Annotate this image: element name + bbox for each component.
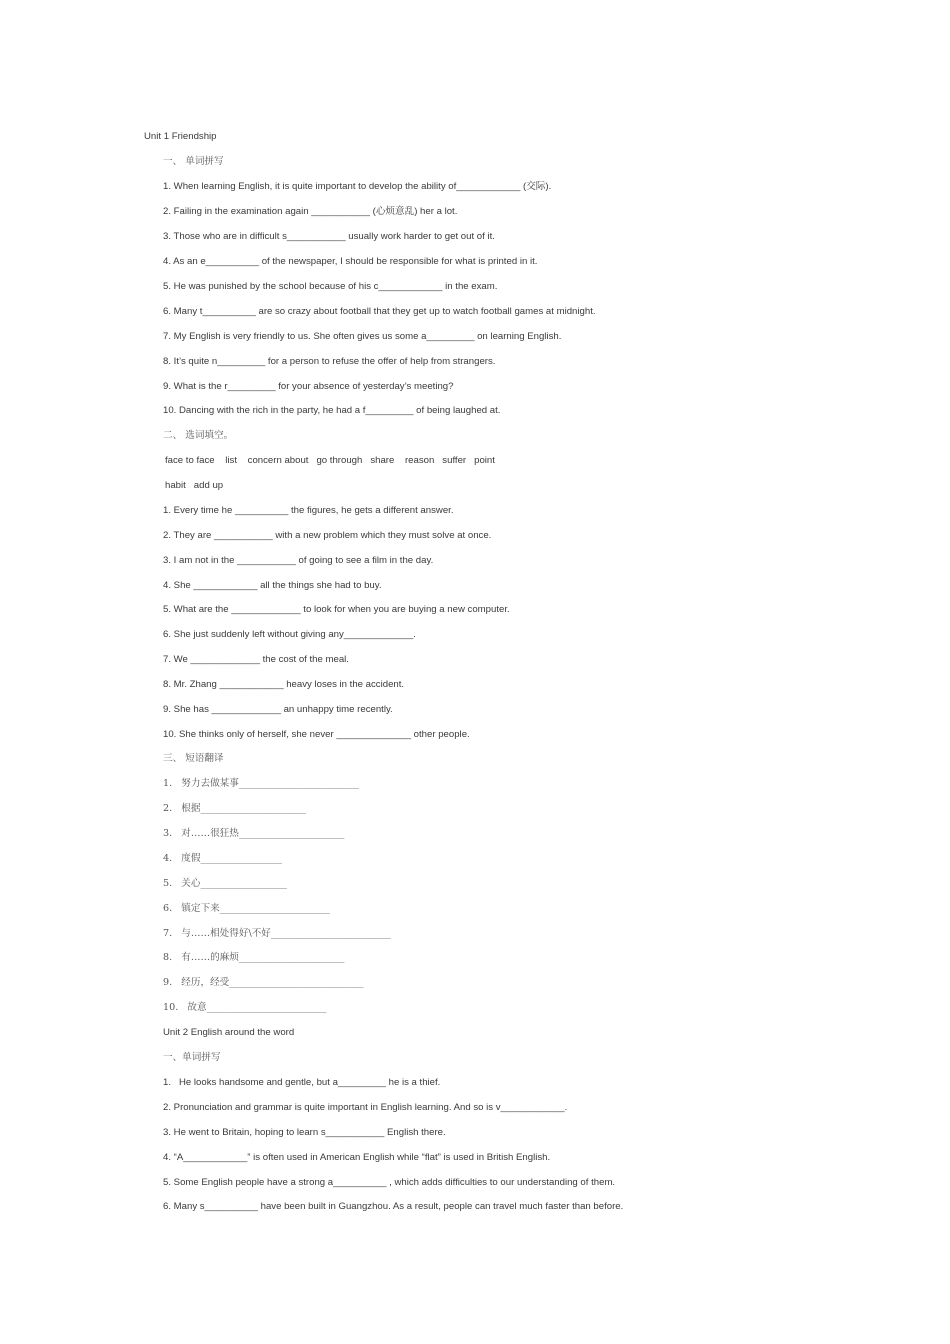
exercise-item: 3. He went to Britain, hoping to learn s___________ English there. [163, 1127, 446, 1138]
exercise-item: 1. Every time he __________ the figures, he gets a different answer. [163, 505, 454, 516]
exercise-item: 2. Pronunciation and grammar is quite important in English learning. And so is v____________. [163, 1102, 568, 1113]
exercise-item: 7. My English is very friendly to us. She often gives us some a_________ on learning English. [163, 331, 562, 342]
exercise-item: 5. Some English people have a strong a__________ , which adds difficulties to our understanding of them. [163, 1177, 616, 1188]
exercise-item: 10. 故意_________________________ [163, 1002, 327, 1013]
exercise-item: 3. 对……很狂热______________________ [163, 828, 345, 839]
word-bank: face to face list concern about go through share reason suffer point [165, 455, 495, 466]
exercise-item: 5. What are the _____________ to look for when you are buying a new computer. [163, 604, 510, 615]
exercise-item: 4. 度假_________________ [163, 853, 283, 864]
exercise-item: 7. 与……相处得好\不好_________________________ [163, 928, 391, 939]
exercise-item: 10. Dancing with the rich in the party, he had a f_________ of being laughed at. [163, 405, 501, 416]
word-bank: habit add up [165, 480, 224, 491]
exercise-item: 5. He was punished by the school because of his c____________ in the exam. [163, 281, 498, 292]
exercise-item: 3. Those who are in difficult s___________ usually work harder to get out of it. [163, 231, 495, 242]
exercise-item: 6. Many s__________ have been built in Guangzhou. As a result, people can travel much faster than before. [163, 1201, 624, 1212]
exercise-item: 1. When learning English, it is quite important to develop the ability of____________ (交际). [163, 181, 552, 192]
section-heading: 一、单词拼写 [163, 1052, 221, 1063]
exercise-item: 3. I am not in the ___________ of going to see a film in the day. [163, 555, 434, 566]
exercise-item: 2. Failing in the examination again ___________ (心烦意乱) her a lot. [163, 206, 458, 217]
exercise-item: 4. “A____________” is often used in American English while “flat” is used in British English. [163, 1152, 551, 1163]
unit-1-title: Unit 1 Friendship [144, 131, 217, 142]
exercise-item: 10. She thinks only of herself, she never ______________ other people. [163, 729, 470, 740]
exercise-item: 4. She ____________ all the things she had to buy. [163, 580, 382, 591]
exercise-item: 6. She just suddenly left without giving any_____________. [163, 629, 416, 640]
exercise-item: 9. What is the r_________ for your absence of yesterday’s meeting? [163, 381, 454, 392]
exercise-item: 8. 有……的麻烦______________________ [163, 952, 345, 963]
exercise-item: 9. She has _____________ an unhappy time recently. [163, 704, 393, 715]
exercise-item: 1. 努力去做某事_________________________ [163, 778, 359, 789]
exercise-item: 6. Many t__________ are so crazy about football that they get up to watch football games at midnight. [163, 306, 596, 317]
section-heading: 一、 单词拼写 [163, 156, 224, 167]
exercise-item: 5. 关心__________________ [163, 878, 287, 889]
unit-2-title: Unit 2 English around the word [163, 1027, 295, 1038]
exercise-item: 2. 根据______________________ [163, 803, 307, 814]
exercise-item: 8. Mr. Zhang ____________ heavy loses in the accident. [163, 679, 405, 690]
exercise-item: 9. 经历，经受____________________________ [163, 977, 364, 988]
exercise-item: 4. As an e__________ of the newspaper, I should be responsible for what is printed in it. [163, 256, 538, 267]
exercise-item: 1. He looks handsome and gentle, but a_________ he is a thief. [163, 1077, 441, 1088]
exercise-item: 8. It’s quite n_________ for a person to refuse the offer of help from strangers. [163, 356, 496, 367]
exercise-item: 2. They are ___________ with a new problem which they must solve at once. [163, 530, 492, 541]
section-heading: 三、 短语翻译 [163, 753, 224, 764]
exercise-item: 7. We _____________ the cost of the meal. [163, 654, 349, 665]
exercise-item: 6. 镇定下来_______________________ [163, 903, 331, 914]
section-heading: 二、 选词填空。 [163, 430, 234, 441]
